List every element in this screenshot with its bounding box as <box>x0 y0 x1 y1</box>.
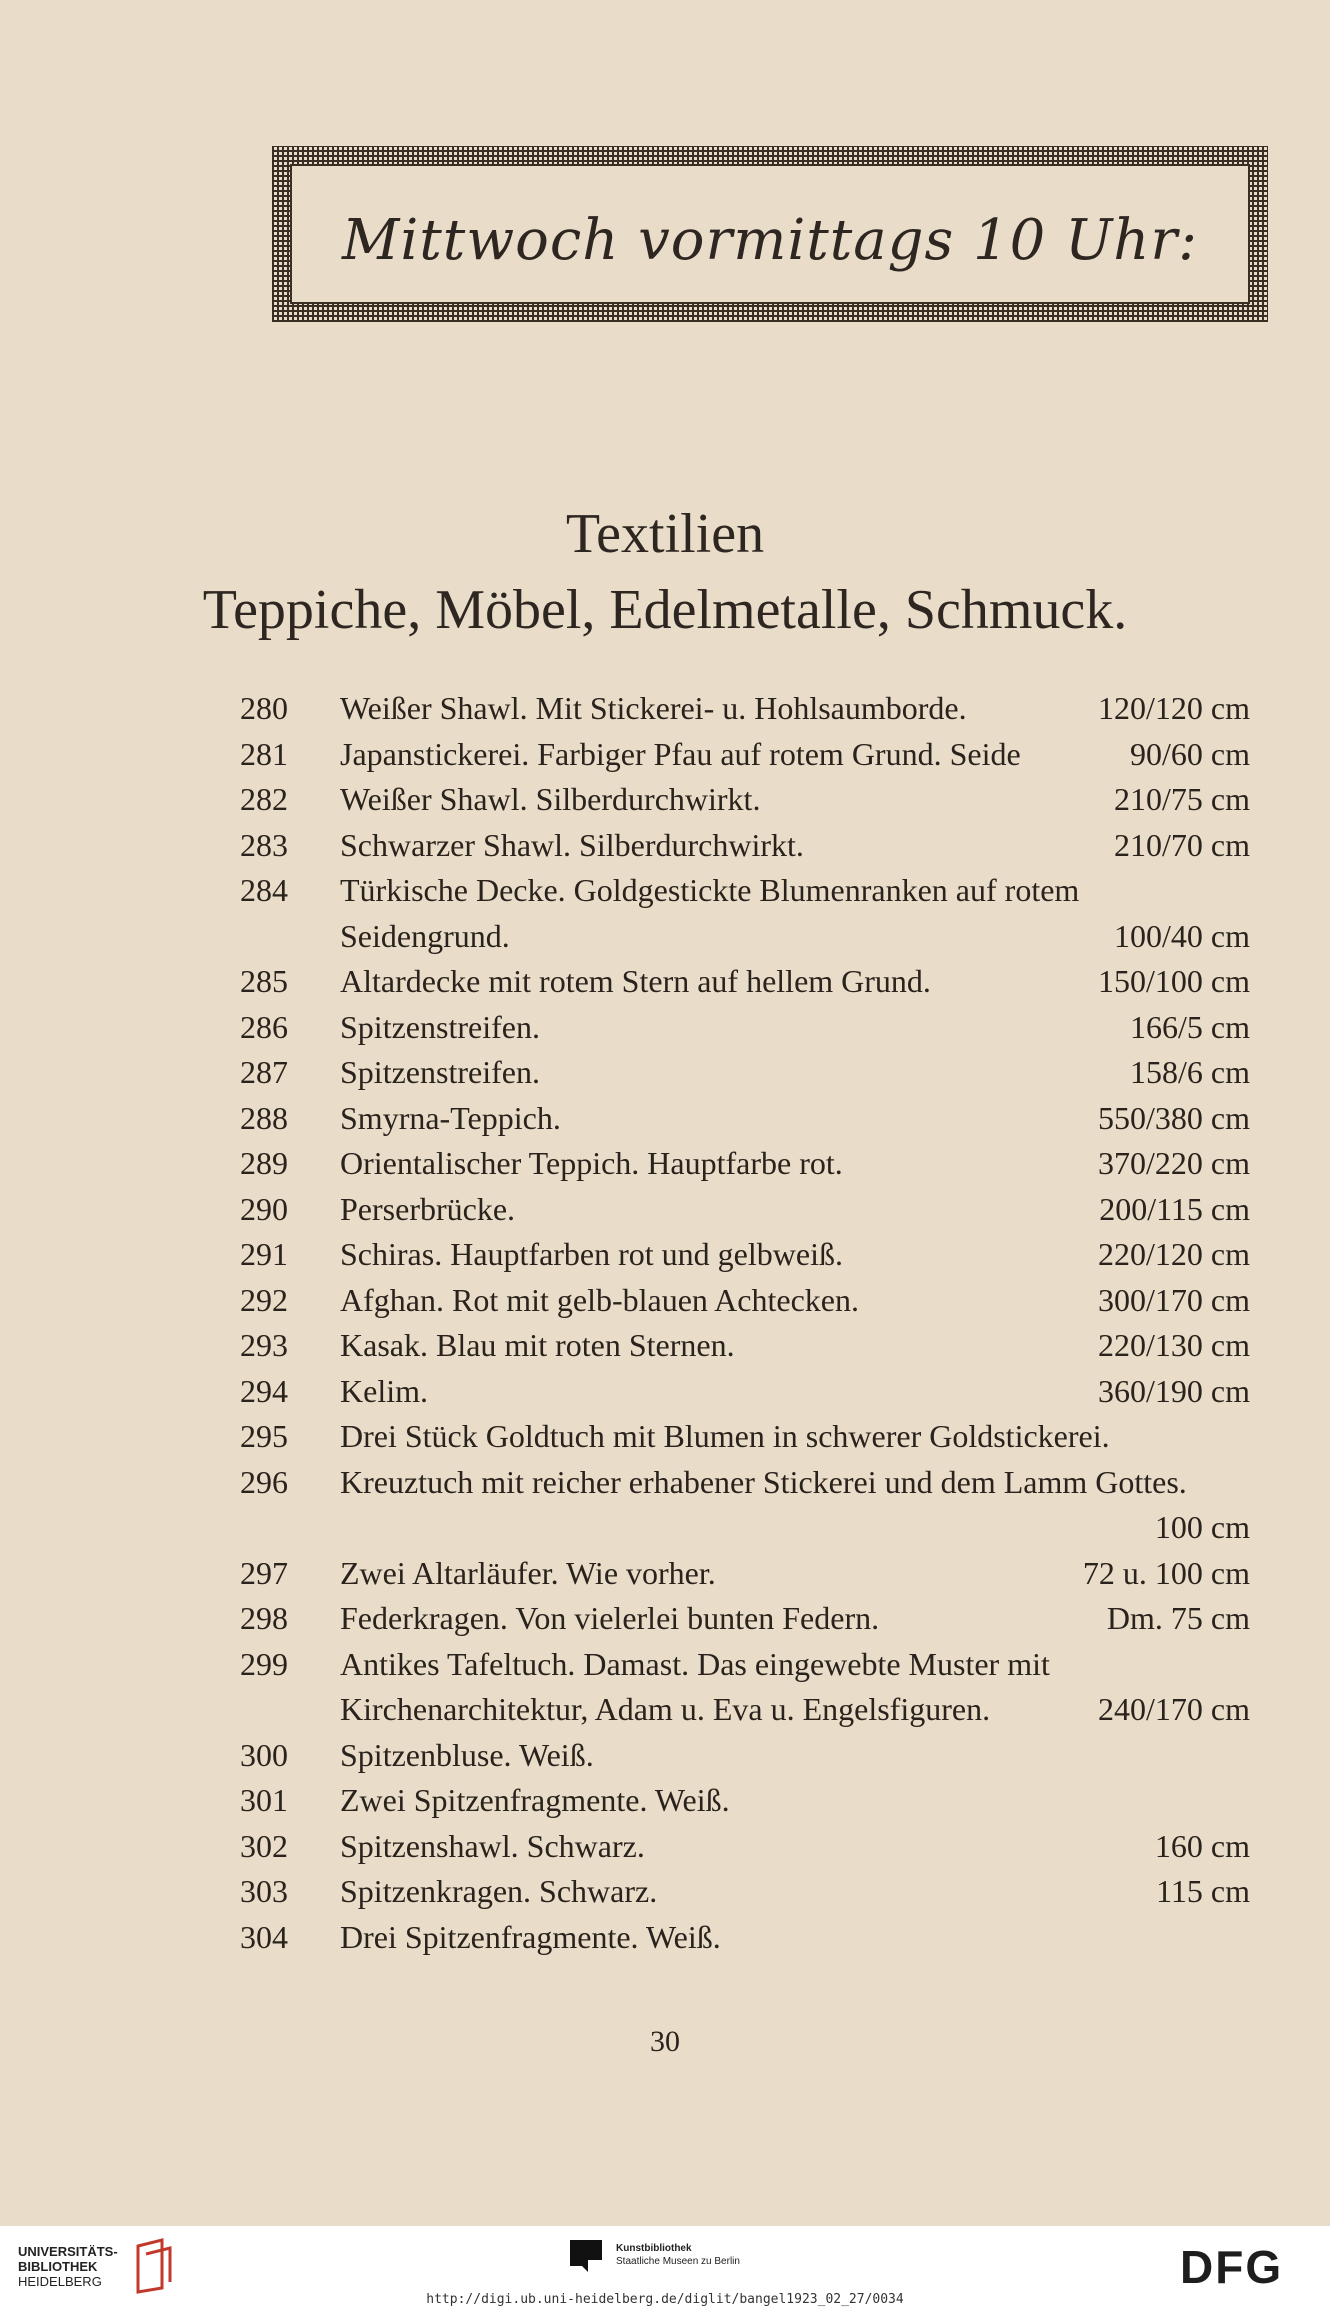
lot-number: 295 <box>240 1418 288 1454</box>
lot-line <box>240 1282 1250 1328</box>
lot-number: 281 <box>240 735 288 772</box>
ub-heidelberg-logo-icon <box>132 2238 180 2294</box>
kb-line-2: Staatliche Museen zu Berlin <box>616 2256 740 2267</box>
lot-number: 285 <box>240 963 288 999</box>
lot-description: Kirchenarchitektur, Adam u. Eva u. Engelsfiguren. <box>340 1691 991 1727</box>
lot-description: Zwei Spitzenfragmente. Weiß. <box>340 1782 730 1818</box>
lot-number: 300 <box>240 1736 288 1773</box>
lot-number: 292 <box>240 1281 288 1318</box>
lot-number: 290 <box>240 1190 288 1227</box>
lot-number: 302 <box>240 1827 288 1864</box>
lot-line <box>240 1600 1250 1646</box>
lot-measure: 300/170 cm <box>1098 1281 1250 1318</box>
lot-number: 301 <box>240 1782 288 1818</box>
lot-line <box>240 918 1250 964</box>
lot-description: Seidengrund. <box>340 917 510 954</box>
kunstbibliothek-logo-text[interactable] <box>616 2242 740 2268</box>
lot-measure: 240/170 cm <box>1098 1691 1250 1727</box>
lot-description: Türkische Decke. Goldgestickte Blumenranken auf rotem <box>340 872 1080 908</box>
lot-measure: 550/380 cm <box>1098 1099 1250 1136</box>
header-title: Mittwoch vormittags 10 Uhr: <box>341 208 1198 273</box>
lot-description: Schwarzer Shawl. Silberdurchwirkt. <box>340 826 804 863</box>
kunstbibliothek-logo-icon <box>566 2238 606 2274</box>
lot-measure: 120/120 cm <box>1098 690 1250 726</box>
lot-line <box>240 1191 1250 1237</box>
lot-list <box>240 690 1250 1964</box>
lot-line <box>240 1100 1250 1146</box>
lot-line <box>240 1782 1250 1828</box>
lot-description: Spitzenstreifen. <box>340 1054 540 1090</box>
lot-measure: 220/120 cm <box>1098 1236 1250 1272</box>
lot-line <box>240 1646 1250 1692</box>
lot-line <box>240 1464 1250 1510</box>
lot-number: 293 <box>240 1327 288 1363</box>
lot-description: Schiras. Hauptfarben rot und gelbweiß. <box>340 1236 843 1272</box>
lot-line <box>240 1691 1250 1737</box>
lot-line <box>240 827 1250 873</box>
lot-number: 284 <box>240 872 288 908</box>
lot-measure: 158/6 cm <box>1130 1054 1250 1090</box>
lot-description: Kelim. <box>340 1372 428 1409</box>
lot-description: Zwei Altarläufer. Wie vorher. <box>340 1554 716 1591</box>
lot-measure: 160 cm <box>1154 1827 1250 1864</box>
lot-number: 294 <box>240 1372 288 1409</box>
lot-measure: 210/75 cm <box>1114 781 1250 817</box>
lot-line <box>240 736 1250 782</box>
lot-description: Kasak. Blau mit roten Sternen. <box>340 1327 735 1363</box>
lot-measure: 90/60 cm <box>1130 735 1250 772</box>
lot-line <box>240 1737 1250 1783</box>
lot-number: 304 <box>240 1918 288 1955</box>
lot-number: 296 <box>240 1463 288 1500</box>
lot-number: 291 <box>240 1236 288 1272</box>
lot-description: Afghan. Rot mit gelb-blauen Achtecken. <box>340 1281 859 1318</box>
lot-description: Japanstickerei. Farbiger Pfau auf rotem Grund. Seide <box>340 735 1021 772</box>
lot-measure: 100/40 cm <box>1114 917 1250 954</box>
lot-number: 286 <box>240 1008 288 1045</box>
lot-number: 299 <box>240 1645 288 1682</box>
lot-description: Orientalischer Teppich. Hauptfarbe rot. <box>340 1145 843 1181</box>
lot-description: Perserbrücke. <box>340 1190 516 1227</box>
ub-line-1: UNIVERSITÄTS- <box>18 2244 118 2259</box>
lot-description: Spitzenbluse. Weiß. <box>340 1736 594 1773</box>
lot-description: Spitzenkragen. Schwarz. <box>340 1873 658 1909</box>
lot-description: Spitzenstreifen. <box>340 1008 540 1045</box>
lot-line <box>240 872 1250 918</box>
lot-number: 288 <box>240 1099 288 1136</box>
lot-line <box>240 1009 1250 1055</box>
lot-line <box>240 1054 1250 1100</box>
lot-description: Weißer Shawl. Silberdurchwirkt. <box>340 781 761 817</box>
dfg-logo[interactable]: DFG <box>1180 2241 1284 2293</box>
ub-line-2: BIBLIOTHEK <box>18 2259 98 2274</box>
lot-description: Weißer Shawl. Mit Stickerei- u. Hohlsaumborde. <box>340 690 967 726</box>
lot-line <box>240 1919 1250 1965</box>
lot-number: 289 <box>240 1145 288 1181</box>
lot-measure: 360/190 cm <box>1098 1372 1250 1409</box>
lot-line <box>240 1145 1250 1191</box>
page-number: 30 <box>650 2025 680 2058</box>
header-inner-frame <box>290 164 1250 304</box>
lot-measure: 166/5 cm <box>1130 1008 1250 1045</box>
lot-line <box>240 1236 1250 1282</box>
lot-description: Spitzenshawl. Schwarz. <box>340 1827 645 1864</box>
lot-measure: 115 cm <box>1156 1873 1250 1909</box>
lot-description: Smyrna-Teppich. <box>340 1099 561 1136</box>
lot-measure: 150/100 cm <box>1098 963 1250 999</box>
lot-line <box>240 1327 1250 1373</box>
lot-description: Antikes Tafeltuch. Damast. Das eingewebte Muster mit <box>340 1645 1050 1682</box>
lot-number: 280 <box>240 690 288 726</box>
lot-description: Drei Stück Goldtuch mit Blumen in schwerer Goldstickerei. <box>340 1418 1110 1454</box>
lot-number: 298 <box>240 1600 288 1636</box>
lot-measure: 200/115 cm <box>1099 1190 1250 1227</box>
lot-description: Federkragen. Von vielerlei bunten Federn. <box>340 1600 880 1636</box>
lot-measure: 72 u. 100 cm <box>1082 1554 1250 1591</box>
lot-line <box>240 1555 1250 1601</box>
lot-measure: 210/70 cm <box>1114 826 1250 863</box>
permalink-url[interactable]: http://digi.ub.uni-heidelberg.de/diglit/bangel1923_02_27/0034 <box>426 2292 904 2307</box>
section-subtitle: Teppiche, Möbel, Edelmetalle, Schmuck. <box>202 579 1128 641</box>
lot-number: 297 <box>240 1554 288 1591</box>
lot-number: 287 <box>240 1054 288 1090</box>
lot-description: Drei Spitzenfragmente. Weiß. <box>340 1918 721 1955</box>
lot-number: 303 <box>240 1873 288 1909</box>
lot-description: Kreuztuch mit reicher erhabener Stickerei und dem Lamm Gottes. <box>340 1463 1187 1500</box>
lot-measure: 220/130 cm <box>1098 1327 1250 1363</box>
kb-line-1: Kunstbibliothek <box>616 2243 692 2254</box>
ub-heidelberg-logo-text[interactable] <box>18 2244 118 2289</box>
lot-measure: 100 cm <box>1154 1509 1250 1545</box>
lot-description: Altardecke mit rotem Stern auf hellem Grund. <box>340 963 931 999</box>
lot-line <box>240 963 1250 1009</box>
lot-line <box>240 1509 1250 1555</box>
header-frame <box>272 146 1268 322</box>
lot-line <box>240 690 1250 736</box>
lot-line <box>240 781 1250 827</box>
lot-number: 282 <box>240 781 288 817</box>
section-title: Textilien <box>565 503 765 565</box>
lot-measure: Dm. 75 cm <box>1106 1600 1250 1636</box>
lot-measure: 370/220 cm <box>1098 1145 1250 1181</box>
footer-bar <box>0 2226 1330 2312</box>
lot-line <box>240 1828 1250 1874</box>
lot-line <box>240 1373 1250 1419</box>
lot-number: 283 <box>240 826 288 863</box>
lot-line <box>240 1873 1250 1919</box>
lot-line <box>240 1418 1250 1464</box>
ub-line-3: HEIDELBERG <box>18 2274 102 2289</box>
